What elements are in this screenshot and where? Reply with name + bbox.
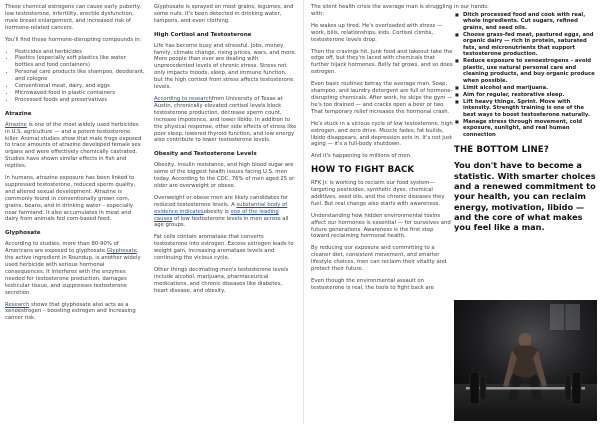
routines-paragraph: Even basic routines betray the average man. Soap, shampoo, and laundry detergent are full of hormone-disrupting chemicals. After work, he skips the gym — he's too drained — and cracks open a beer or two. That temporary relief increases the hormonal crash. — [311, 81, 453, 115]
intro-paragraph: These chemical estrogens can cause early puberty, low testosterone, infertility, erectile dysfunction, male breast enlargement, and increased risk of hormone-related cancers. — [5, 4, 142, 31]
list-item: • Plastics (especially soft plastics like water bottles and food containers) — [15, 55, 145, 69]
list-item: • Pesticides and herbicides — [15, 49, 145, 56]
reduce-paragraph: By reducing our exposure and committing to a cleaner diet, consistent movement, and smarter lifestyle choices, men can reclaim their vitality and protect their future. — [311, 245, 447, 273]
cravings-paragraph: Then the cravings hit. Junk food and takeout take the edge off, but they're laced with chemicals that further hijack hormones. Belly fat grows, and so does estrogen. — [311, 48, 453, 76]
list-item: ■ Manage stress through movement, cold exposure, sunlight, and real human connection — [463, 119, 597, 139]
bottom-line-heading: THE BOTTOM LINE? — [454, 145, 549, 156]
fat-cells-paragraph: Fat cells contain aromatase that converts testosterone into estrogen. Excess estrogen leads to weight gain, increasing aromatase levels and continuing the vicious cycle. — [154, 234, 294, 262]
cortisol-text: from University of Texas at Austin, chronically elevated cortisol levels block testosterone production, decrease sperm count, increase impotence, and lower libido. In addition to the physical response, other side effects of stress like poor sleep, lowered thyroid function, and low energy also contribute to lower testosterone levels. — [154, 95, 297, 144]
atrazine-paragraph-2: In humans, atrazine exposure has been linked to suppressed testosterone, reduced sperm quality, and altered sexual development. Atrazine is commonly found in conventionally grown corn, grains, beans, and in drinking water – especially near farmland. It also accumulates in meat and dairy from animals fed corn-based feed. — [5, 175, 136, 223]
list-item: • Personal care products like shampoo, deodorant, and cologne — [15, 69, 145, 83]
obesity-text-b: obesity is — [203, 208, 231, 215]
column-1 — [5, 0, 145, 424]
list-item: ■ Choose grass-fed meat, pastured eggs, and organic dairy — rich in protein, saturated fats, and micronutrients that support testosterone production. — [463, 32, 597, 58]
list-item: ■ Reduce exposure to xenoestrogens – avoid plastic, use natural personal care and cleaning products, and buy organic produce when possible. — [463, 58, 597, 84]
atrazine-link[interactable]: Atrazine — [5, 121, 27, 128]
obesity-paragraph-1: Obesity, insulin resistance, and high blood sugar are some of the biggest health issues facing U.S. men today. According to the CDC, 76% of men aged 25 or older are overweight or obese. — [154, 162, 295, 189]
glyphosate-text-a: According to studies, more than 80-90% of Americans are exposed to glyphosate. — [5, 241, 119, 255]
glyphosate-paragraph-1 — [5, 241, 145, 296]
obesity-evidence-link[interactable]: substantial body of evidence indicates — [154, 201, 288, 215]
millions-paragraph: And it's happening to millions of men. — [311, 153, 412, 160]
list-item: ■ Limit alcohol and marijuana. — [463, 85, 597, 92]
compounds-lead: You'll find these hormone-disrupting compounds in: — [5, 36, 142, 43]
cortisol-paragraph-2 — [154, 96, 297, 144]
column-2 — [154, 0, 297, 424]
list-item: ■ Ditch processed food and cook with real, whole ingredients. Cut sugars, refined grains, and seed oils. — [463, 12, 597, 32]
research-text: shows that glyphosate also acts as a xenoestrogen – boosting estrogen and increasing cancer risk. — [5, 301, 136, 322]
column-3 — [311, 0, 453, 424]
understanding-paragraph: Understanding how hidden environmental toxins affect our hormones is essential — for ourselves and future generations. Awareness is the first step toward reclaiming hormonal health. — [311, 212, 451, 240]
compounds-list — [5, 49, 145, 104]
obesity-text-a: Overweight or obese men are likely candidates for reduced testosterone levels. A — [154, 194, 289, 208]
cortisol-research-link[interactable]: According to research — [154, 95, 212, 102]
list-item: ■ Lift heavy things. Sprint. Move with intensity. Strength training is one of the best ways to boost testosterone naturally. — [463, 99, 597, 119]
research-paragraph — [5, 302, 145, 323]
atrazine-paragraph-1 — [5, 122, 145, 170]
action-list — [454, 12, 597, 139]
glyphosate-link[interactable]: Glyphosate — [106, 248, 137, 255]
obesity-causes-link[interactable]: one of the leading causes — [154, 208, 279, 222]
fold-divider — [303, 0, 304, 424]
obesity-heading: Obesity and Testosterone Levels — [154, 151, 257, 158]
rfk-paragraph: RFK Jr. is working to reclaim our food system—targeting pesticides, synthetic dyes, chemical additives, seed oils, and the chronic diseases they fuel. But real change also starts with awareness. — [311, 180, 445, 207]
glyphosate-heading: Glyphosate — [5, 230, 41, 237]
list-item: • Conventional meat, dairy, and eggs — [15, 83, 145, 90]
fight-back-heading: HOW TO FIGHT BACK — [311, 165, 415, 176]
list-item: • Microwaved food in plastic containers — [15, 90, 145, 97]
other-factors-paragraph: Other things decimating men's testosterone levels include alcohol, marijuana, pharmaceutical medications, and chronic diseases like diabetes, heart disease, and obesity. — [154, 267, 289, 294]
atrazine-heading: Atrazine — [5, 110, 32, 117]
gym-deadlift-photo — [454, 300, 597, 421]
tools-paragraph: Even though the environmental assault on testosterone is real, the tools to fight back are — [311, 278, 434, 291]
atrazine-text: is one of the most widely used herbicides in U.S. agriculture — and a potent testosterone killer. Animal studies show that male frogs exposed to trace amounts of atrazine developed female sex organs and were effectively chemically castrated. Studies have shown similar effects in fish and reptiles. — [5, 121, 142, 170]
in-our-hands-lead: in our hands: — [454, 4, 489, 10]
glyphosate-text-b: , the active ingredient in Roundup, is another widely used herbicide with serious hormonal consequences. It interferes with the enzymes needed for testosterone production, damages testicular tissue, and suppresses testosterone secretion. — [5, 248, 141, 296]
wake-paragraph: He wakes up tired. He's overloaded with stress — work, bills, relationships, kids. Cortisol climbs, testosterone levels drop. — [311, 22, 443, 43]
glyphosate-paragraph-2: Glyphosate is sprayed on most grains, legumes, and some nuts. It's been detected in drinking water, tampons, and even clothing. — [154, 4, 294, 24]
bottom-line-text: You don't have to become a statistic. With smarter choices and a renewed commitment to your health, you can reclaim energy, motivation, libido — and the core of what makes you feel like a man. — [454, 160, 596, 233]
obesity-text-c: of low testosterone levels in men across all age groups. — [154, 215, 289, 229]
cortisol-heading: High Cortisol and Testosterone — [154, 31, 252, 38]
obesity-paragraph-2 — [154, 195, 297, 230]
list-item: ■ Aim for regular, restorative sleep. — [463, 92, 597, 99]
silent-crisis-paragraph: The silent health crisis the average man is struggling with: — [311, 4, 453, 17]
stuck-paragraph: He's stuck in a vicious cycle of low testosterone, high estrogen, and zero drive. Muscle fades, fat builds, libido disappears, and depression sets in. It's not just aging — it's a full-body shutdown. — [311, 120, 453, 148]
research-link[interactable]: Research — [5, 301, 30, 308]
cortisol-paragraph-1: Life has become busy and stressful. Jobs, money, family, climate change, rising prices, wars, and more. More people than ever are dealing with unprecedented levels of chronic stress. Stress not only impacts moods, sleep, and immune function, but the high cortisol from stress affects testosterone levels. — [154, 42, 297, 91]
list-item: • Processed foods and preservatives — [15, 97, 145, 104]
bottom-line-section — [454, 147, 597, 232]
